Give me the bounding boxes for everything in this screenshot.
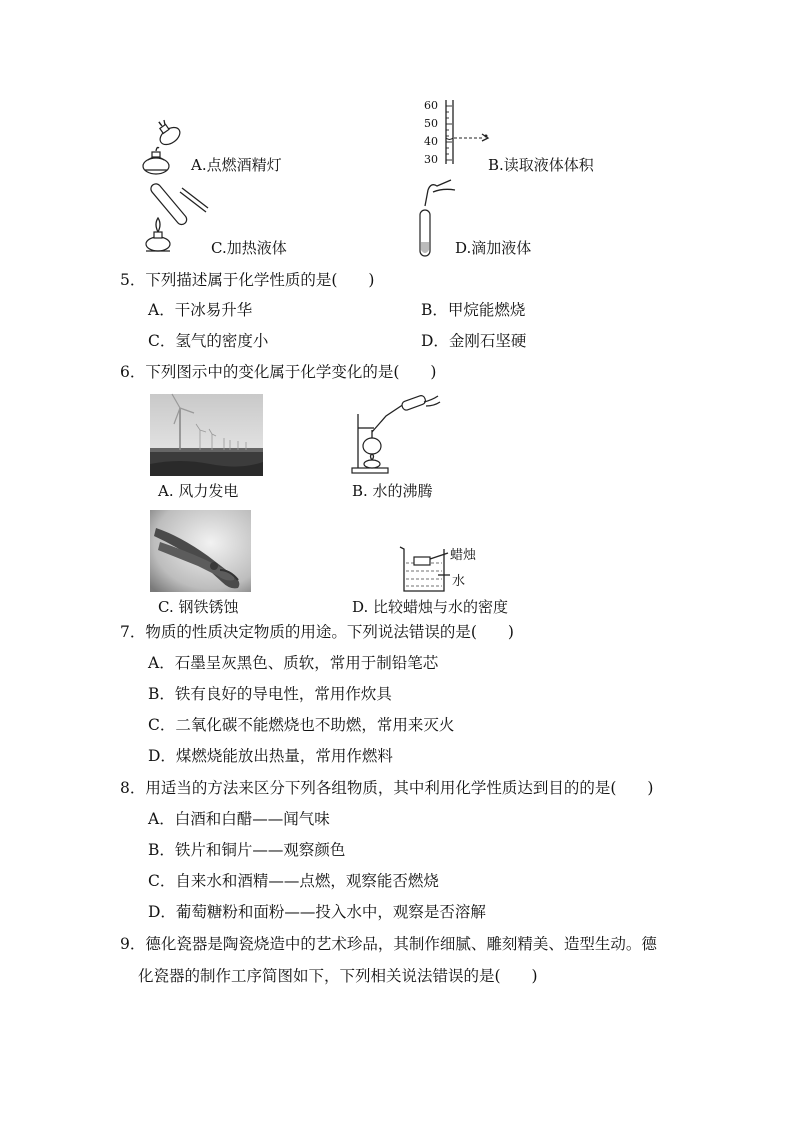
option-7a: A．石墨呈灰黑色、质软，常用于制铅笔芯 (148, 654, 439, 672)
option-8b: B．铁片和铜片——观察颜色 (148, 841, 346, 859)
option-5c: C．氢气的密度小 (148, 332, 269, 350)
option-6c-label: C. 钢铁锈蚀 (158, 598, 239, 616)
boiling-water-apparatus-figure (348, 394, 443, 476)
question-7-stem: 7．物质的性质决定物质的用途。下列说法错误的是( ) (120, 623, 514, 641)
question-8-stem: 8．用适当的方法来区分下列各组物质，其中利用化学性质达到目的的是( ) (120, 779, 654, 797)
option-7b: B．铁有良好的导电性，常用作炊具 (148, 685, 392, 703)
water-label: 水 (452, 574, 466, 589)
question-5-stem: 5．下列描述属于化学性质的是( ) (120, 271, 375, 289)
question-9-stem-line2: 化瓷器的制作工序简图如下，下列相关说法错误的是( ) (138, 967, 538, 985)
option-8a: A．白酒和白醋——闻气味 (148, 810, 330, 828)
option-8d: D．葡萄糖粉和面粉——投入水中，观察是否溶解 (148, 903, 486, 921)
option-4d-label: D.滴加液体 (455, 239, 532, 257)
option-4b-label: B.读取液体体积 (488, 156, 594, 174)
option-8c: C．自来水和酒精——点燃，观察能否燃烧 (148, 872, 439, 890)
heating-test-tube-figure (140, 178, 215, 256)
candle-label: 蜡烛 (450, 548, 477, 563)
option-4a-label: A.点燃酒精灯 (191, 156, 282, 174)
option-7c: C．二氧化碳不能燃烧也不助燃，常用来灭火 (148, 716, 455, 734)
option-6d-label: D. 比较蜡烛与水的密度 (352, 598, 509, 616)
tick-30: 30 (424, 153, 438, 166)
option-4c-label: C.加热液体 (211, 239, 287, 257)
rusted-pliers-photo (150, 510, 251, 592)
question-9-stem-line1: 9．德化瓷器是陶瓷烧造中的艺术珍品，其制作细腻、雕刻精美、造型生动。德 (120, 935, 657, 953)
option-6a-label: A. 风力发电 (158, 482, 239, 500)
tick-40: 40 (424, 135, 438, 148)
option-5b: B．甲烷能燃烧 (421, 301, 526, 319)
option-7d: D．煤燃烧能放出热量，常用作燃料 (148, 747, 393, 765)
candle-water-beaker-figure (398, 545, 458, 595)
tick-50: 50 (424, 117, 438, 130)
tick-60: 60 (424, 99, 438, 112)
wind-turbine-photo (150, 394, 263, 476)
option-6b-label: B. 水的沸腾 (352, 482, 433, 500)
option-5a: A．干冰易升华 (148, 301, 253, 319)
option-5d: D．金刚石坚硬 (421, 332, 527, 350)
question-6-stem: 6．下列图示中的变化属于化学变化的是( ) (120, 363, 437, 381)
